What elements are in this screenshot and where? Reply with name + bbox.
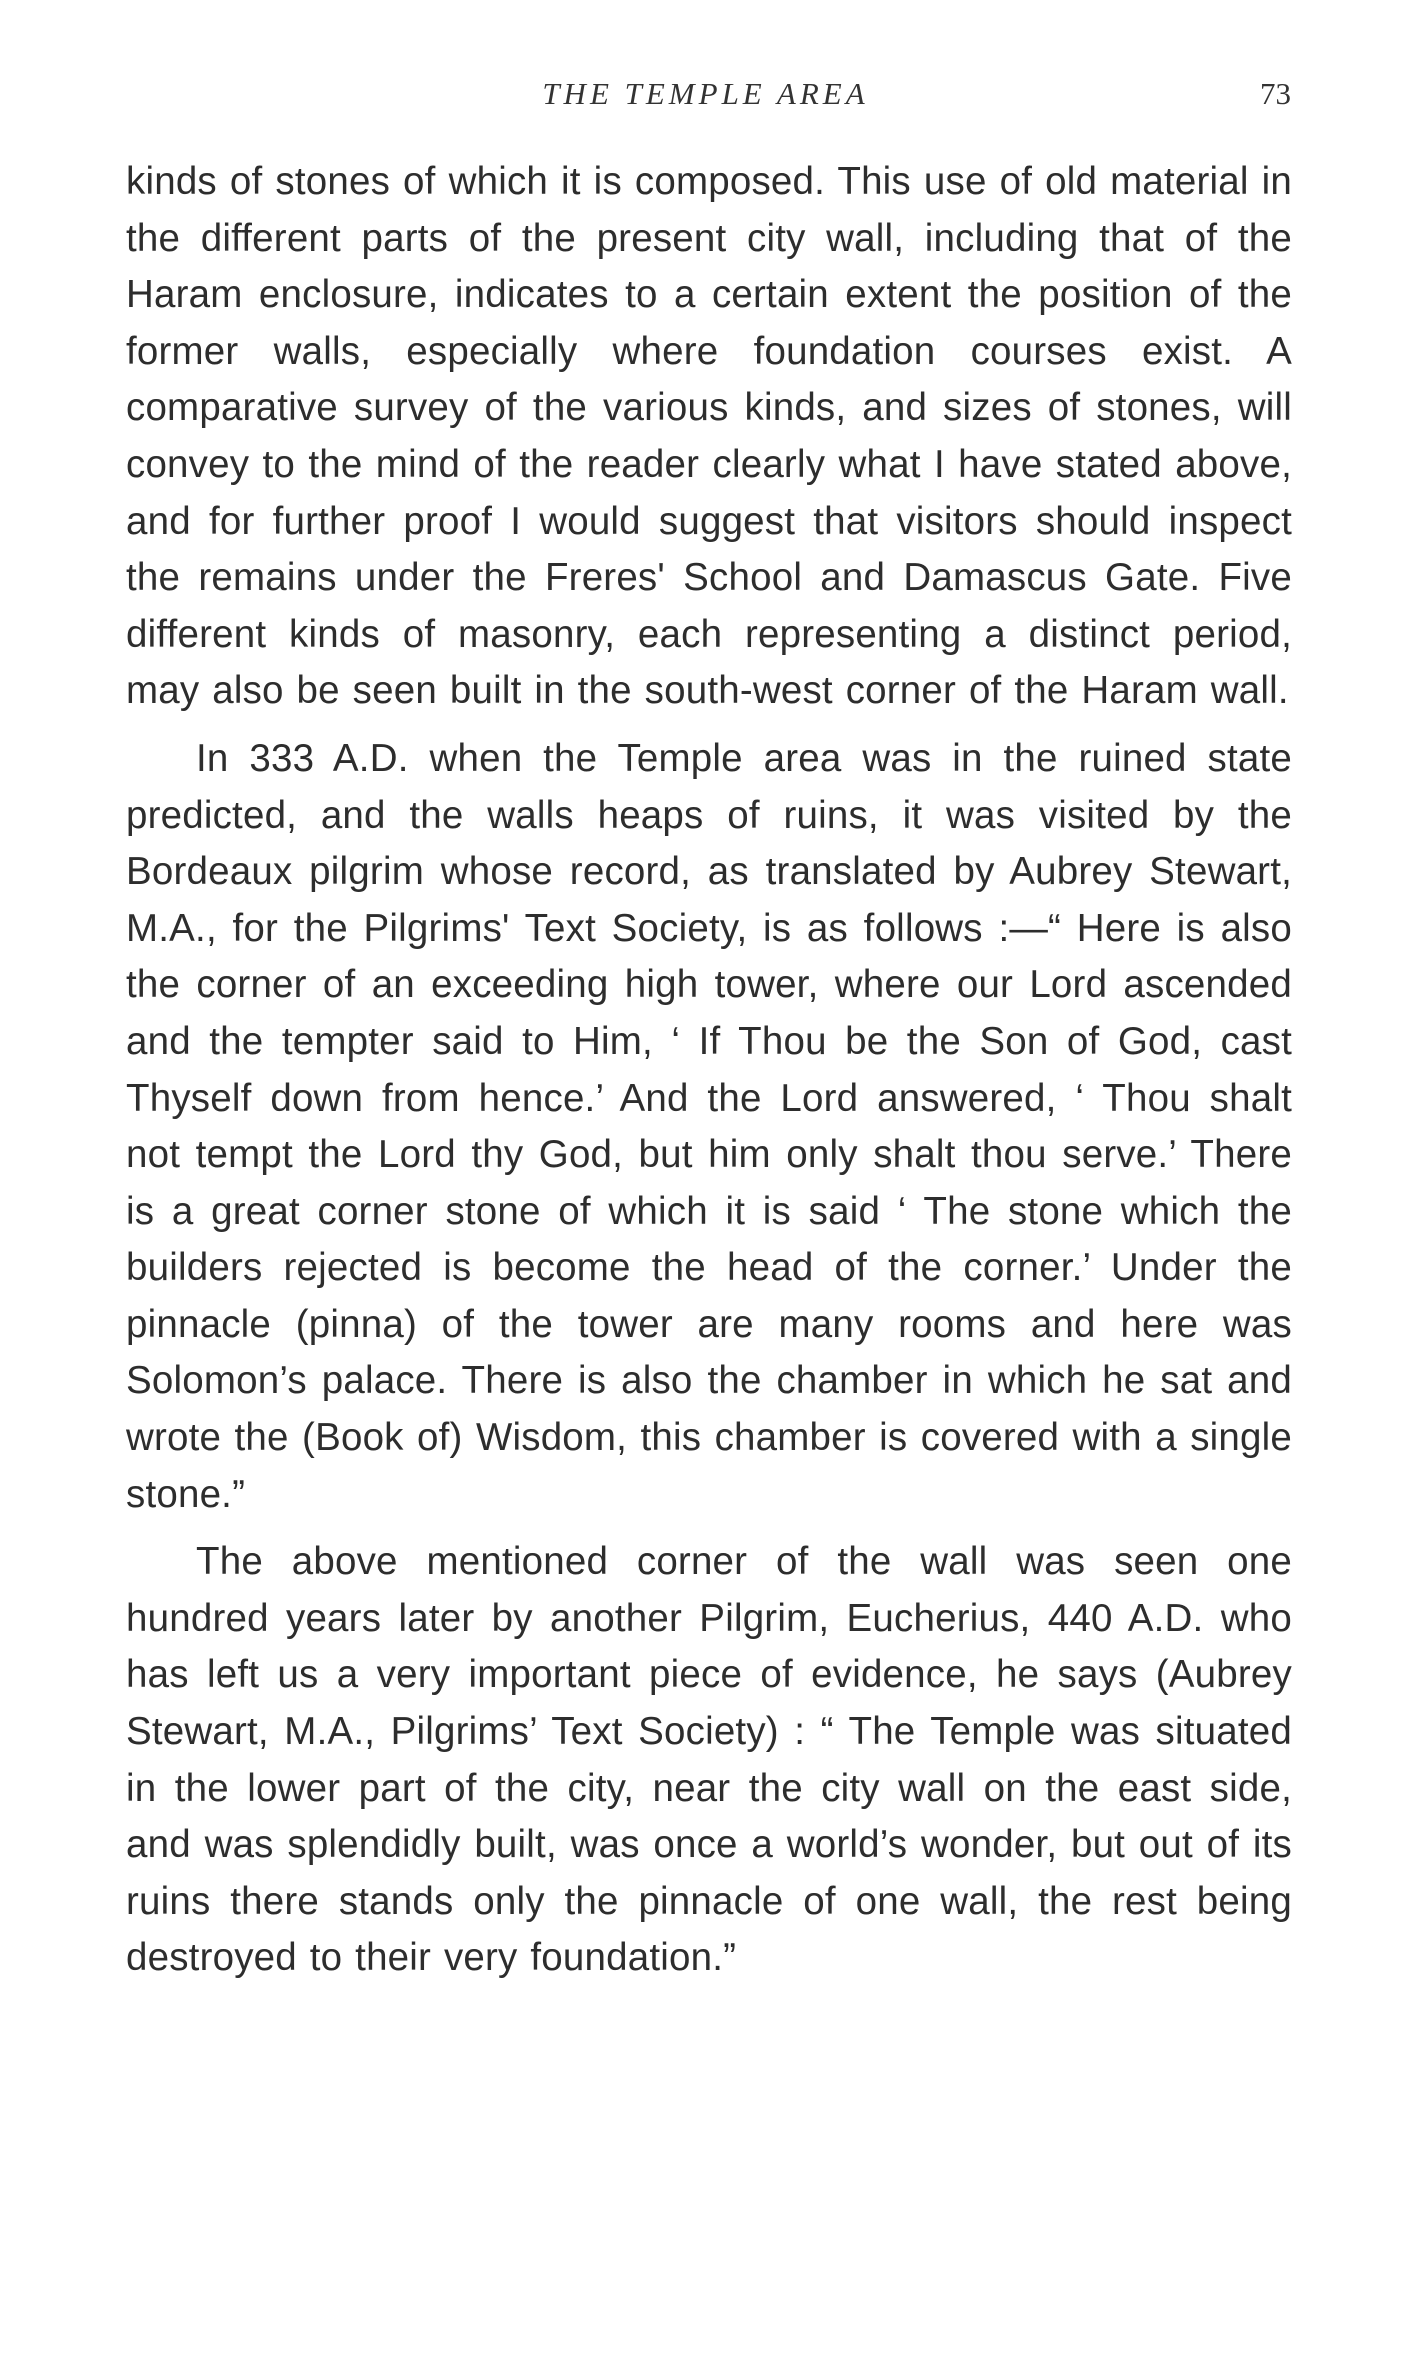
page-number: 73 — [1260, 76, 1291, 111]
running-head — [0, 76, 1411, 122]
running-title: THE TEMPLE AREA — [542, 76, 869, 111]
body-text — [126, 154, 1292, 1987]
paragraph-1: kinds of stones of which it is composed. This use of old material in the different parts of the present city wall, including that of the Haram enclosure, indicates to a certain extent the position of the former walls, especially where foundation courses exist. A comparative survey of the various kinds, and sizes of stones, will convey to the mind of the reader clearly what I have stated above, and for further proof I would suggest that visitors should inspect the remains under the Freres' School and Damascus Gate. Five different kinds of masonry, each representing a distinct period, may also be seen built in the south-west corner of the Haram wall. — [126, 160, 1292, 713]
paragraph-3: The above mentioned corner of the wall was seen one hundred years later by another Pilgrim, Eucherius, 440 A.D. who has left us a very important piece of evidence, he says (Aubrey Stewart, M.A., Pilgrims’ Text Society) : “ The Temple was situated in the lower part of the city, near the city wall on the east side, and was splendidly built, was once a world’s wonder, but out of its ruins there stands only the pinnacle of one wall, the rest being destroyed to their very foundation.” — [126, 1540, 1292, 1980]
paragraph-2: In 333 A.D. when the Temple area was in the ruined state predicted, and the walls heaps of ruins, it was visited by the Bordeaux pilgrim whose record, as translated by Aubrey Stewart, M.A., for the Pilgrims' Text Society, is as follows :—“ Here is also the corner of an exceeding high tower, where our Lord ascended and the tempter said to Him, ‘ If Thou be the Son of God, cast Thyself down from hence.’ And the Lord answered, ‘ Thou shalt not tempt the Lord thy God, but him only shalt thou serve.’ There is a great corner stone of which it is said ‘ The stone which the builders rejected is become the head of the corner.’ Under the pinnacle (pinna) of the tower are many rooms and here was Solomon’s palace. There is also the chamber in which he sat and wrote the (Book of) Wisdom, this chamber is covered with a single stone.” — [126, 736, 1292, 1516]
